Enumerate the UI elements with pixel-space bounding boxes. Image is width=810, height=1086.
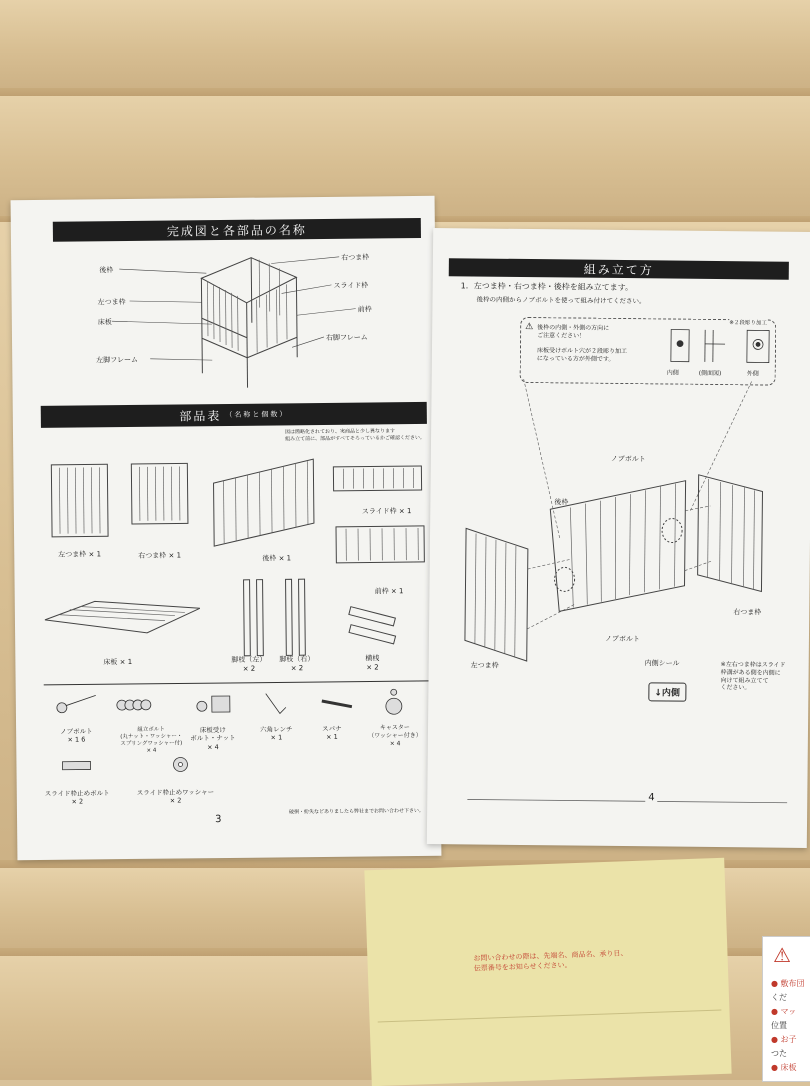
label-front-frame: 前枠	[358, 304, 372, 314]
page-footer-rule	[467, 798, 787, 803]
envelope-flap-line	[378, 1008, 722, 1024]
hw-caster: キャスター （ワッシャー付き） × 4	[368, 724, 422, 748]
parts-table-bar	[41, 402, 427, 428]
envelope	[364, 858, 731, 1086]
label-back-frame: 後枠	[99, 265, 113, 275]
parts-title: 部品表	[179, 407, 221, 424]
manual-page-left	[11, 196, 442, 860]
hw-hex-wrench: 六角レンチ × 1	[260, 725, 293, 742]
part-leg-right: 脚枝（右） × 2	[279, 655, 314, 674]
step-title: 1．左つま枠・右つま枠・後枠を組み立てます。	[461, 280, 634, 293]
manual-page-right	[427, 228, 810, 848]
inner-tag: ↓内側	[648, 682, 686, 701]
hw-assembly-bolt: 組立ボルト (丸ナット・ワッシャー・ スプリングワッシャー付) × 4	[120, 726, 182, 755]
part-leg-left: 脚枝（左） × 2	[231, 656, 266, 675]
warning-line: ● マッ	[771, 1005, 805, 1019]
side-note: ※左右つま枠はスライド 枠溝がある側を内側に 向けて組み立てて ください。	[720, 661, 785, 693]
label-left-leg-frame: 左脚フレーム	[96, 355, 138, 365]
warning-card	[762, 936, 810, 1082]
part-cross: 横桟 × 2	[365, 654, 379, 672]
label-inner-seal: 内側シール	[645, 658, 680, 668]
label-right-frame-r: 右つま枠	[733, 607, 761, 617]
callout-side-view: (側面図)	[699, 368, 722, 377]
warning-line: ● お子	[771, 1033, 805, 1047]
part-left-end: 左つま枠 × 1	[58, 549, 101, 559]
warning-triangle-icon: ⚠	[773, 943, 791, 967]
wood-plank-top	[0, 0, 810, 88]
parts-note: 図は簡略化されており、実商品と少し異なります 組み立て前に、部品がすべてそろっているかご確認ください。	[285, 428, 425, 442]
callout-outside: 外側	[747, 368, 759, 377]
part-back: 後枠 × 1	[262, 553, 291, 563]
hw-spanner: スパナ × 1	[322, 725, 342, 742]
side-view-diagram	[669, 326, 773, 367]
caution-callout	[520, 317, 777, 386]
warning-line: 位置	[771, 1019, 805, 1033]
hw-knob-bolt: ノブボルト × 1 6	[60, 727, 93, 744]
hw-slide-stop-washer: スライド枠止めワッシャー × 2	[137, 788, 215, 806]
label-left-frame-r: 左つま枠	[471, 660, 499, 670]
envelope-notice: お問い合わせの際は、先端名、商品名、承り日、 伝票番号をお知らせください。	[473, 949, 628, 974]
leader-lines	[11, 196, 437, 400]
warning-line: ● 敷布団	[771, 977, 805, 991]
callout-two-stage: ※２段彫り加工	[729, 318, 767, 326]
hw-slide-stop-bolt: スライド枠止めボルト × 2	[45, 789, 110, 807]
label-knob-bolt-top: ノブボルト	[611, 454, 646, 464]
hardware-divider	[44, 680, 430, 686]
label-slide-frame: スライド枠	[333, 280, 368, 290]
part-front: 前枠 × 1	[375, 586, 404, 596]
parts-drawings	[13, 446, 439, 680]
page-number-right: 4	[645, 792, 657, 803]
label-back-frame-r: 後枠	[554, 497, 568, 507]
label-right-frame: 右つま枠	[341, 252, 369, 262]
warning-icon: ⚠	[525, 322, 533, 332]
callout-inside: 内側	[667, 367, 679, 376]
assembly-title: 組み立て方	[584, 260, 654, 278]
label-right-leg-frame: 右脚フレーム	[326, 333, 368, 343]
label-floor-board: 床板	[98, 317, 112, 327]
part-slide: スライド枠 × 1	[362, 506, 412, 517]
callout-text: 後枠の内側・外側の方向に ご注意ください！ 床板受けボルト穴が２段彫り加工 になっている方が外側です。	[537, 324, 627, 364]
warning-line: くだ	[771, 991, 805, 1005]
warning-line: つた	[771, 1047, 805, 1061]
step-subtitle: 後枠の内側からノブボルトを使って組み付けてください。	[476, 294, 645, 305]
section-title: 完成図と各部品の名称	[167, 221, 307, 239]
page-number-left: 3	[215, 814, 221, 825]
label-left-frame: 左つま枠	[98, 297, 126, 307]
warning-lines	[771, 977, 805, 1075]
wood-gap	[0, 88, 810, 96]
hw-floor-bolt: 床板受け ボルト・ナット × 4	[190, 726, 236, 752]
part-right-end: 右つま枠 × 1	[138, 550, 181, 560]
part-floor: 床板 × 1	[103, 657, 132, 667]
assembly-title-bar	[449, 258, 789, 280]
warning-line: ● 床板	[771, 1061, 805, 1075]
footer-note: 破損・紛失などありましたら弊社までお問い合わせ下さい。	[289, 808, 424, 816]
parts-subtitle: （名称と個数）	[225, 409, 288, 420]
label-knob-bolt-bottom: ノブボルト	[605, 634, 640, 644]
